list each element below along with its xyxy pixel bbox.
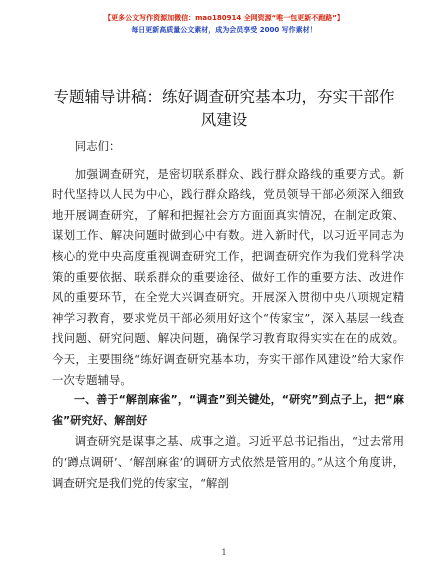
promo-line-2: 每日更新高质量公文素材，成为会员享受 2000 写作素材！: [131, 26, 317, 34]
promo-line-1: 【更多公文写作资源加微信：mao180914 全网资源“唯一包更新不跑路”】: [104, 14, 344, 22]
section-heading: 一、善于“解剖麻雀”，“调查”到关键处，“研究”到点子上，把“麻雀”研究好、解剖好: [52, 393, 404, 427]
paragraph-intro: 加强调查研究，是密切联系群众、践行群众路线的重要方式。新时代坚持以人民为中心，践行群众路线，党员领导干部必须深入细致地开展调查研究，了解和把握社会方方面面真实情况，在制定政策、谋划工作、解决问题时做到心中有数。进入新时代，以习近平同志为核心的党中央高度重视调查研究工作，把调查研究作为我们党科学决策的重要依据、联系群众的重要途径、做好工作的重要方法、改进作风的重要环节，在全党大兴调查研究。开展深入贯彻中央八项规定精神学习教育，要求党员干部必须用好这个“传家宝”，深入基层一线查找问题、研究问题、解决问题，确保学习教育取得实实在在的成效。今天，主要围绕“练好调查研究基本功，夯实干部作风建设”给大家作一次专题辅导。: [52, 166, 404, 387]
document-body: [52, 136, 404, 493]
document-title: 专题辅导讲稿：练好调查研究基本功，夯实干部作风建设: [53, 88, 395, 129]
promo-banner: [0, 12, 448, 36]
greeting: 同志们：: [74, 139, 121, 153]
paragraph-section-1: 调查研究是谋事之基、成事之道。习近平总书记指出，“过去常用的‘蹲点调研’、‘解剖麻雀’的调研方式依然是管用的。”从这个角度讲，调查研究是我们党的传家宝，“解剖: [52, 434, 404, 490]
page-number: 1: [221, 548, 227, 557]
